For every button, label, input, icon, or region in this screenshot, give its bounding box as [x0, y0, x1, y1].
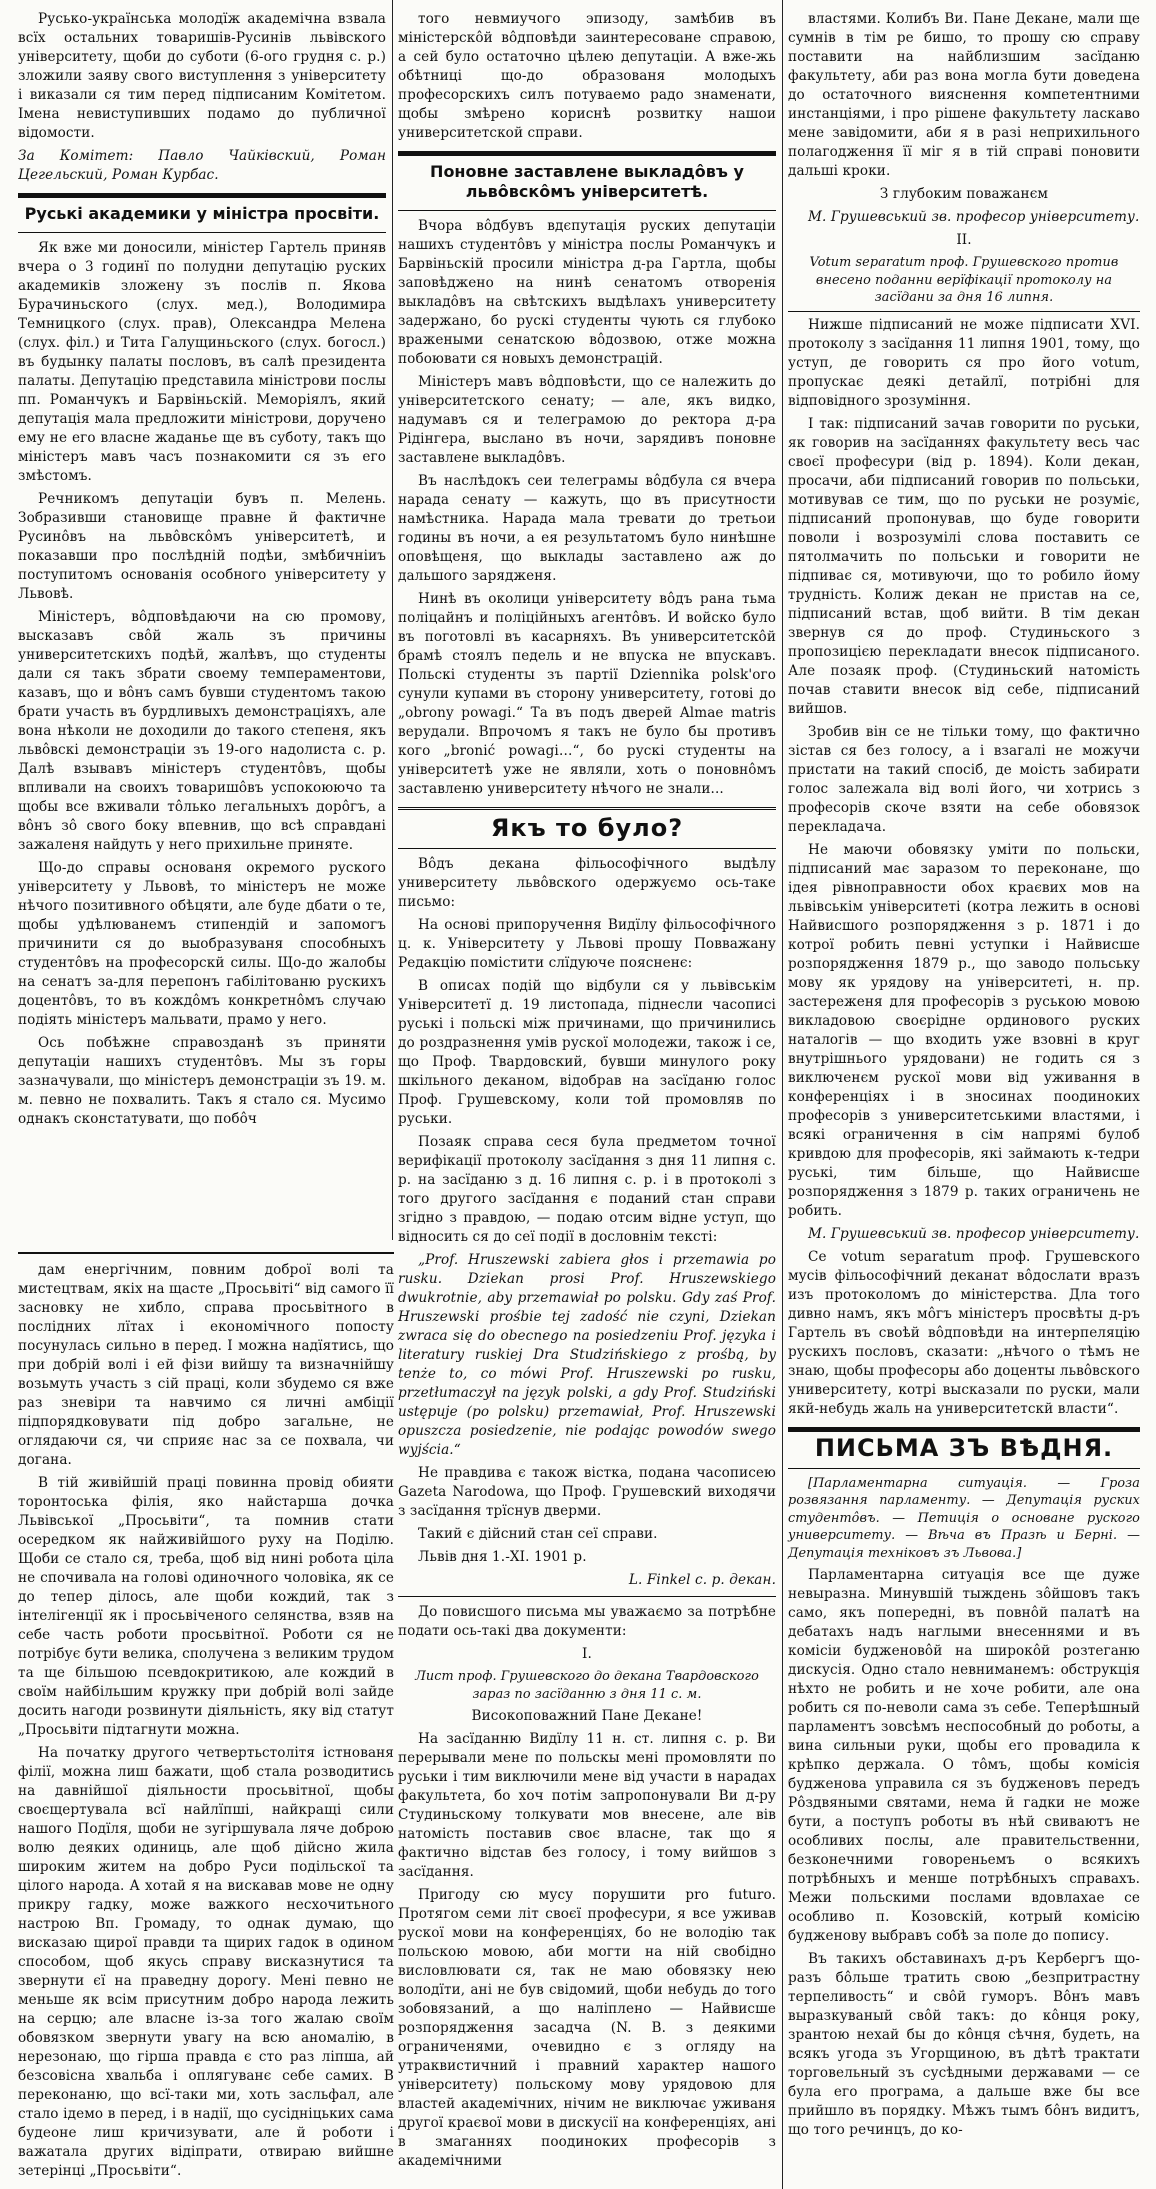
article-paragraph: Що-до справы основаня окремого руского унiверситету у Львовѣ, то міністеръ не може нѣчого позитивного обѣцяти, але буде дбати о те, щобы удѣлюванемъ стипендій и запомогъ причинити ся до выобразуваня способныхъ студентôвъ на професорскй силы. Що-до жалобы на сенатъ за-для перепонъ габілітованю рускихъ доцентôвъ, то въ кождôмъ конкретнôмъ случаю подіять міністеръ мальвати, прамо у него.	[18, 860, 386, 1028]
divider	[18, 232, 386, 233]
column-1	[18, 0, 386, 1133]
column-1-lower	[18, 1245, 394, 2185]
committee-signature: За Комітет: Павло Чайківский, Роман Цегельский, Роман Курбас.	[18, 148, 386, 183]
closing-line: Такий є дійсний стан сеї справи.	[418, 1526, 658, 1542]
intro-paragraph: Русько-українська молодїж академічна взвала всїх остальних товаришів-Русинів львівского університету, щоби до суботи (6-ого грудня с. р.) зложили заяву свого виступлення з університету і виказали ся тим перед підписаним Комітетом. Імена невиступивших подамо до публичної відомости.	[18, 11, 386, 141]
date-line: Львів дня 1.-XI. 1901 р.	[418, 1549, 587, 1565]
article-paragraph: На основі припоручення Видїлу фільософічного ц. к. Університету у Львові прошу Повважану Редакцію помістити слїдуюче поясненє:	[398, 917, 776, 971]
letter-signer: М. Грушевський зв. професор університету.	[808, 1225, 1140, 1242]
divider	[398, 807, 776, 810]
article-paragraph: І так: підписаний зачав говорити по руськи, як говорив на засїданнях факультету весь час своєї професури (від р. 1894). Коли декан, просачи, аби підписаний говорив по польськи, мотивував се тим, що по руськи не розуміє, підписаний пропонував, що буде говорити поволи і возрозумілі слова поставить се пятолмачить по польськи и говорити не підпиває ся, мотивуючи, що то робило йому трудність. Колиж декан не пристав на се, підписаний встав, щоб вийти. В тім декан звернув ся до проф. Студиньского з пропозицією перекладати внесок підписаного. Але позаяк проф. (Студиньский натомість почав ставити внесок від себе, підписаний вийшов.	[788, 415, 1140, 717]
divider	[398, 848, 776, 849]
section4-title: ПИСЬМА ЗЪ ВѢДНЯ.	[814, 1433, 1114, 1462]
article-paragraph: Не маючи обовязку уміти по польски, підписаний має заразом то переконане, що ідея рівноправности обох краєвих мов на львівськім університеті (котра лежить в основі Найвисшого розпорядження з р. 1871 і до котрої робить певні уступки і Найвисше розпорядження 1879 р., що заводо польську мову як урядову на університеті, н. пр. застереженя для професорів з руською мовою викладовою своєрідне ординового руских наталогів — що входить уже взовні в круг внутрішнього урядовани) не годить ся з виключенєм рускої мови від уживання в конференціях і в зносинах поодиноких професорів з университетськими властями, і всякі ограничення в сім напрямі булоб кривдою для професорів, які займають к-тедри руські, тим більше, що Найвисше розпорядження з 1879 р. таких ограничень не робить.	[788, 841, 1140, 1219]
article-paragraph: Речникомъ депутаціи бувъ п. Мелень. Зобразивши становище правне й фактичне Русинôвъ на львôвскôмъ унiверситетѣ, и показавши про послѣднiй подѣи, змѣбичнiиъ поступитомъ основанія особного унiверситету у Львовѣ.	[18, 491, 386, 602]
divider	[788, 1468, 1140, 1469]
divider	[788, 1427, 1140, 1432]
polish-quote: „Prof. Hruszewski zabiera głos i przemawia po rusku. Dziekan prosi Prof. Hruszewskiego dwukrotnie, aby przemawiał po polsku. Gdy zaś Prof. Hruszewski prośbie tej zadość nie czyni, Dziekan zwraca się do obecnego na posiedzeniu Prof. języka i literatury ruskiej Dra Studzińskiego z prośbą, by tenże to, co mówi Prof. Hruszewski po rusku, przetłumaczył na język polski, a gdy Prof. Studziński ustępuje (po polsku) przemawiał, Prof. Hruszewski opuszcza posiedzenie, nie podając powodów swego wyjścia.“	[398, 1252, 776, 1458]
article-paragraph: До повисшого письма мы уважаємо за потрѣбне подати ось-такі два документи:	[398, 1604, 776, 1639]
article-paragraph: Вчора вôдбувъ вдєпутація руских депутаціи нашихъ студентôвъ у міністра послы Романчукъ и Барвіньскій просили міністра д-ра Гартла, щобы заповѣджено на нинѣ сенатомъ отворенія выкладôвъ на свѣтскихъ выдѣлахъ университету задержано, бо рускі студенты чують ся глубоко вражеными сенатскою вôдозвою, отже можна побоювати ся новыхъ демонстрацій.	[398, 218, 776, 367]
article-paragraph: дам енергічним, повним доброї волі та мистецтвам, якіх на щасте „Просьвіті“ від самого її засновку не хибло, справа просьвітного в послідних лїтах і економічного попосту посунулась сильно в перед. І можна надїятись, що при добрій волі і ей фізи вийшу та визначнійшу возьмуть участь з сій праці, коли збудемо ся вже раз зневіри та навчимо ся личні амбіції підпорядковувати під добро загальне, не оглядаючи ся, чи сприяє нас за се похвала, чи догана.	[18, 1262, 394, 1468]
article-paragraph: На початку другого четвертьстолітя істнованя філії, можна лиш бажати, щоб стала розводитись на давнійшої діяльности просьвітної, щобы своєщертувала всї найлїпші, найкращі сили нашого Подїля, щоби не зугіршувала ляче доброю волю деяких одиниць, але щоб дійсно жила широким житем на добро Руси подільскої та цілого народа. А хотай я на вискавав мове не одну прикру гадку, може важкого несхочитьного настрою Вп. Громаду, то однак думаю, що висказаю щирої правди та щирих гадок в одином способом, щоб якусь справу висказнутися та звернути єї на праведну дорогу. Мені певно не меньше як всім присутним добро народа лежить на серцю; але власне із-за того жалаю своїм обовязком звернути увагу на всю аномалію, в нерезонаю, що гірша правда є сто раз ліпша, ай безсовісна хвальба і оплягуванє себе самих. В переконаню, що всї-таки ми, хоть засльфал, але стало ідемо в перед, і в надії, що сусідніцьких сама будеоне лиш кричизувати, але й роботи і важатала других відіпрати, отвираю вийшне зетерінці „Просьвіти“.	[18, 1745, 394, 2179]
article-paragraph: того невмиучого эпизоду, замѣбив въ міністерскôй вôдповѣди заинтересоване справою, а сей було остаточно цѣлею депутаціи. А вже-жь обѣтниці що-до образованя молодыхъ професорскихъ силъ потуваемо радо знаменати, щобы змѣрено кориснѣ розвитку нашои университетской справи.	[398, 11, 776, 141]
article-paragraph: Як вже ми доносили, міністер Гартель приняв вчера о 3 годинї по полудни депутацію руских академиків зложену зъ послів п. Якова Бурачиньского (слух. мед.), Володимира Темницкого (слух. прав), Олександра Мелена (слух. філ.) и Тита Галущиньского (слух. богосл.) въ будынку палаты пословъ, въ салѣ президента палаты. Депутацію представила міністрови послы пп. Романчукъ и Барвіньскій. Меморіялъ, який депутація мала предложити міністрови, дорученo ему не его власне жаданье ще въ суботу, такъ що міністеръ мавъ часъ познакомити ся зъ его змѣстомъ.	[18, 240, 386, 484]
article-paragraph: Нинѣ въ околици університету вôдъ рана тьма поліцайнъ и поліційныхъ агентôвъ. И войско було въ поготовлі въ касарняхъ. Въ университетскôй брамѣ стоялъ педель и не впуска не впускавъ. Польскі студенты зъ партії Dziennika polsk'ого сунули купами въ сторону университету, готові до „obrony powagi.“ Та въ подъ дверей Almae matris верудали. Впрочомъ я такъ не було бы противъ кого „bronić powagi…“, бо рускі студенты на університетѣ уже не являли, хоть о поновнôмъ заставленю университету нѣчого не знали...	[398, 591, 776, 797]
letter-closing: З глубоким поважанєм	[879, 186, 1049, 202]
article-paragraph: Пригоду сю мусу порушити pro futuro. Протягом семи літ своєї професури, я все уживав рускої мови на конференціях, бо не володію так польскою мовою, аби могти на ній свобідно висловлювати ся, так не маю обовязку нею володїти, ані не був свідомий, щоби небудь до того зобовязаний, а що наліплено — Найвисше розпорядження засадча (N. В. з деякими ограниченями, очевидно є з огляду на утраквистичний і правний характер нашого університету) польскому мову урядовою для властей академічних, нічим не виключає уживаня другої краєвої мови в дискусії на конференціях, ані в змаганнях поодиноких професорів з академічними	[398, 1887, 776, 2169]
article-paragraph: Ось побѣжне справозданѣ зъ приняти депутаціи нашихъ студентôвъ. Мы зъ горы зазначували, що міністеръ демонстраціи зъ 19. м. м. певно не похвалить. Такъ я стало ся. Мусимо однакъ сконстатувати, що побôч	[18, 1035, 386, 1127]
article-paragraph: Позаяк справа сеся була предметом точної верифікації протоколу засїдання з дня 11 липня с. р. на засїданю з д. 16 липня с. р. і в протоколі з того другого засїдання є поданий стан справи згідно з правдою, — подаю отсим відне уступ, що відносить ся до сеї події в дословнім тексті:	[398, 1134, 776, 1245]
article-paragraph: Парламентарна ситуація все ще дуже невыразна. Минувшій тыждень зôйшовъ такъ само, якъ попередні, въ повнôй палатѣ на дебатахъ надъ наглыми внесеннями и въ комісіи будженовôй на широкôй розтеганю дискусія. Одно стало невниманемъ: обструкція нѣхто не робить и не хоче робити, але она робить ся по-неволи сама зъ себе. Теперѣшный парламентъ зовсѣмъ неспособный до роботы, а вина сильныи руки, щобы его провадила к крѣпко держала. О тôмъ, щобы комісія будженова управила ся зъ будженовъ передъ Рôздвяными святами, нема й гадки не може бути, а поступъ роботы въ нѣй свиваютъ не особливих послы, але правительственни, безконечними говореньемъ о всякихъ потрѣбныхъ и менше потрѣбныхъ справахъ. Межи польскими послами вдовлахае се особливо п. Козовскій, котрый комісію будженову выбравъ собѣ за поле до попису.	[788, 1567, 1140, 1944]
article-paragraph: Нижше підписаний не може підписати XVI. протоколу з засїдання 11 липня 1901, тому, що уступ, де говорить ся про його votum, пропускає деякі детайлї, потрібні для відповідного зрозуміння.	[788, 316, 1140, 409]
article-paragraph: властями. Колибъ Ви. Пане Декане, мали ще сумнів в тім ре бишо, то прошу сю справу поставити на найблизшим засїданю факультету, аби раз вона могла бути доведена до остаточного вияснення компетентними инстанціями, і про рішене факультету ласкаво мене завідомити, аби я в разі неприхильного полагодження її міг я в тій справі поновити дальші кроки.	[788, 11, 1140, 179]
article-paragraph: Зробив він се не тільки тому, що фактично зістав ся без голосу, а і взагалі не можучи пристати на такий спосіб, де моість забирати голос залежала від волі його, чи хотрись з професорів скоче взяти на себе обовязок перекладача.	[788, 723, 1140, 835]
column-rule-2	[782, 0, 783, 2189]
article-intro: Вôдъ декана фільософічного выдѣлу университету львôвского одержуємо ось-таке письмо:	[398, 856, 776, 910]
document-heading: Votum separatum проф. Грушевского против внесено поданни верїфікації протоколу на засїдани за дня 16 липня.	[809, 255, 1119, 305]
article-paragraph: Се votum separatum проф. Грушевского мусів фільософічний деканат вôдослати вразъ изъ протоколомъ до міністерства. Дла того дивно намъ, якъ мôгъ міністеръ просвѣты д-ръ Гартель въ своѣй вôдповѣди на интерпеляцію рускихъ пословъ, сказати: „нѣчого о тѣмъ не знаю, щобы професоры або доценты львôвского университету, котрі высказали по руски, мали якй-небудь жаль на университетскй власти“.	[788, 1248, 1140, 1417]
section3-title: Якъ то було?	[490, 814, 684, 842]
column-3	[788, 0, 1140, 2144]
divider	[18, 193, 386, 198]
document-number: I.	[582, 1646, 592, 1662]
document-heading: Лист проф. Грушевского до декана Твардовского зараз по засїданню з дня 11 с. м.	[415, 1669, 759, 1702]
column-2	[398, 0, 776, 2175]
letter-greeting: Високоповажний Пане Декане!	[471, 1708, 703, 1724]
article-paragraph: На засїданню Видїлу 11 н. ст. липня с. р. Ви перерывали мене по польскы мені промовляти по руськи і тим виключили мене від участи в нарадах факультета, бо хоч потім запропонували Ви д-ру Студиньскому толкувати мов внесене, але вів натомість поставив своє власне, так що я фактично відстав без голосу, і тому вийшов з засїдання.	[398, 1731, 776, 1880]
article-paragraph: В описах подій що відбули ся у львівськім Університетї д. 19 листопада, піднесли часописі руські і польскі між причинами, що причинились до роздразнення умів рускої молодежи, також і се, що Проф. Твардовский, бувши минулого року шкільного деканом, відобрав на засїданю голос Проф. Грушевскому, коли той промовляв по руськи.	[398, 978, 776, 1127]
article-paragraph: Не правдива є також вістка, подана часописею Gazeta Narodowa, що Проф. Грушевский виходячи з засїдання трїснув дверми.	[398, 1465, 776, 1519]
divider	[18, 1252, 394, 1254]
section-summary: [Парламентарна ситуація. — Гроза розвязання парламенту. — Депутація руских студентôвъ. — Петиція о основане руского университету. — Вѣча въ Празѣ и Берні. — Депутація техніковъ зъ Львова.]	[788, 1475, 1140, 1561]
divider	[398, 151, 776, 156]
letter-signer: М. Грушевський зв. професор університету.	[808, 209, 1140, 225]
article-paragraph: Міністеръ, вôдповѣдаючи на сю промову, высказавъ свôй жаль зъ причины университетскихъ подѣй, жалѣвъ, що студенты дали ся такъ збрати своему темпераментови, казавъ, що и вôнъ самъ бувши студентомъ такою брати участь въ бурдливыхъ демонстраціяхъ, але вона нѣколи не доходили до такого степеня, якъ львôвскі демонстраціи зъ 19-ого надолиста с. р. Далѣ взывавъ міністеръ студентôвъ, щобы впливали на своихъ товаришôвъ успокоюючо та щобы все вживали тôлько легальныхъ дорôгъ, а вôнъ зô свого боку впевнив, що всѣ справдані зажаленя найдуть у него прихильне приняте.	[18, 609, 386, 853]
divider	[788, 311, 1140, 312]
section1-title: Руські академики у міністра просвіти.	[24, 204, 380, 223]
column-rule-1	[392, 0, 393, 1240]
divider	[398, 1596, 776, 1597]
article-paragraph: Въ наслѣдокъ сеи телеграмы вôдбула ся вчера нарада сенату — кажуть, що въ присутности намѣстника. Нарада мала тревати до третьои годины въ ночи, а ея результатомъ було нинѣшне оповѣщеня, що выклады заставлено аж до дальшого зарядженя.	[398, 473, 776, 584]
divider	[398, 210, 776, 211]
article-paragraph: В тій живійшій праці повинна провід обияти торонтоська філія, яко найстарша дочка Львівської „Просьвіти“, та помнив стати осередком як найживійшого руху на Поділю. Щоби се стало ся, треба, щоб від нині робота ціла не спочивала на голові одиночного чоловіка, як се до тепер ділось, але щоби кождий, так з інтелігенції як і просьвіченого селянства, взяв на себе часть роботи просьвітної. Роботи ся не потрібує бути велика, сполучена з великим трудом та ще більшою псевдокритикою, але кождий в своїм найбільшим кружку при добрій волі зайде досить нагоди розвинути діяльність, яку від статут „Просьвіти підтагнути можна.	[18, 1475, 394, 1738]
dean-signature: L. Finkel с. р. декан.	[628, 1572, 776, 1588]
section2-title: Поновне заставлене выкладôвъ у львôвскôмъ унiверситетѣ.	[430, 162, 744, 201]
article-paragraph: Міністеръ мавъ вôдповѣсти, що се належить до університетского сенату; — але, якъ видко, надумавъ ся и телеграмою до ректора д-ра Рідінгера, выслано въ ночи, зарядивъ поновне заставлене выкладôвъ.	[398, 374, 776, 466]
article-paragraph: Въ такихъ обставинахъ д-ръ Кербергъ що-разъ бôльше тратить свою „безпритрастну терпеливость“ и свôй гуморъ. Вôнъ мавъ выразкуваный свôй такъ: до кôнця року, зрантою нехай бы до кôнця сѣчня, будеть, на всякъ угода зъ Угорщиною, въ дѣтѣ трактати торговельный зъ сусѣдными державами — се була его програма, а дальше вже бы все прийшло въ порядку. Мѣжъ тымъ бôнъ видитъ, що того речинцъ, до ко-	[788, 1951, 1140, 2138]
document-number: II.	[956, 232, 972, 248]
